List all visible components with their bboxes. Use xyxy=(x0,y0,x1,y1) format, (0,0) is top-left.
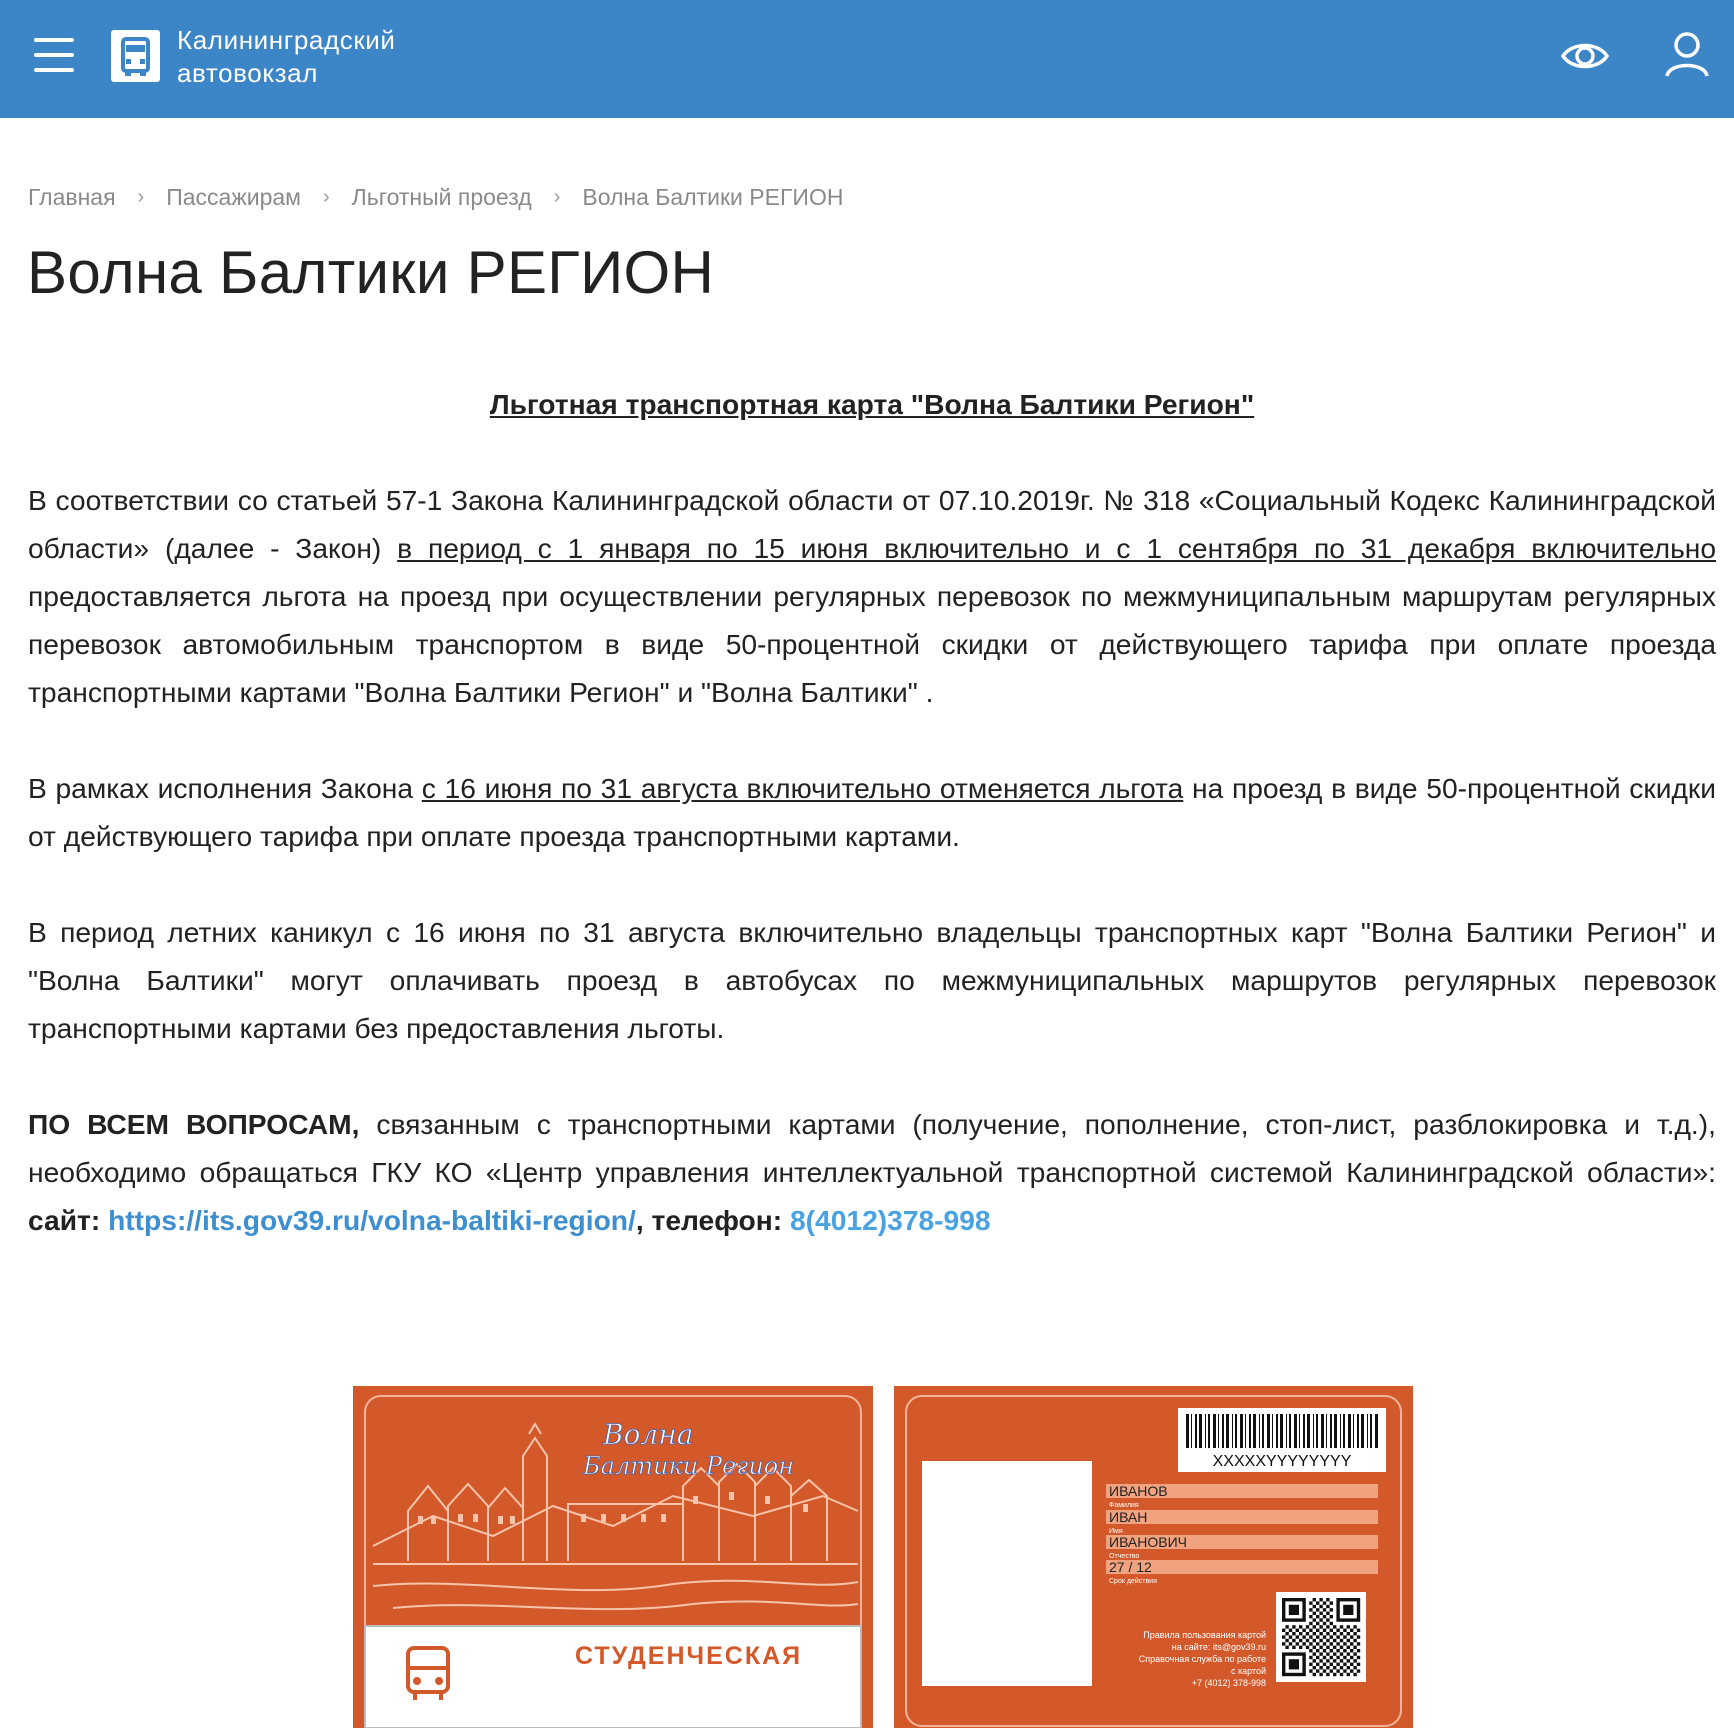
card-patronymic: ИВАНОВИЧ xyxy=(1109,1534,1188,1550)
card-patronymic-label: Отчество xyxy=(1109,1553,1140,1560)
photo-placeholder xyxy=(922,1461,1092,1686)
chevron-right-icon: › xyxy=(137,186,145,208)
paragraph-2 xyxy=(28,764,1716,860)
rules-line-4: с картой xyxy=(1230,1666,1266,1676)
breadcrumb-current: Волна Балтики РЕГИОН xyxy=(582,184,844,210)
card-back xyxy=(894,1386,1413,1728)
user-icon[interactable] xyxy=(1664,30,1710,80)
breadcrumb xyxy=(28,184,843,211)
p1-text-b: предоставляется льгота на проезд при осуществлении регулярных перевозок по межмуниципальным маршрутам регулярных перевозок автомобильным транспортом в виде 50-процентной скидки от действующего тарифа при оплате проезда транспортными картами "Волна Балтики Регион" и "Волна Балтики" . xyxy=(28,580,1716,708)
rules-line-5: +7 (4012) 378-998 xyxy=(1191,1678,1266,1688)
page-title: Волна Балтики РЕГИОН xyxy=(27,239,715,306)
barcode xyxy=(1186,1414,1378,1448)
card-surname: ИВАНОВ xyxy=(1109,1483,1168,1499)
p4-text: связанным с транспортными картами (получение, пополнение, стоп-лист, разблокировка и т.д.), необходимо обращаться ГКУ КО «Центр управления интеллектуальной транспортной системой Калининградской области»: xyxy=(28,1108,1716,1188)
card-logo-line-1: Волна xyxy=(603,1418,694,1451)
eye-icon[interactable] xyxy=(1560,34,1610,78)
article-body xyxy=(28,380,1716,1292)
brand-line-2: автовокзал xyxy=(177,58,318,88)
p2-text-a: В рамках исполнения Закона xyxy=(28,772,422,804)
phone-label: , телефон: xyxy=(635,1204,783,1236)
breadcrumb-item-discount[interactable]: Льготный проезд xyxy=(351,184,532,210)
card-name: ИВАН xyxy=(1109,1509,1148,1525)
phone-link[interactable]: 8(4012)378-998 xyxy=(789,1204,991,1236)
card-name-label: Имя xyxy=(1109,1528,1123,1535)
rules-line-2: на сайте: its@gov39.ru xyxy=(1171,1642,1266,1652)
article-subtitle: Льготная транспортная карта "Волна Балтики Регион" xyxy=(489,388,1255,420)
card-front xyxy=(353,1386,873,1728)
paragraph-3: В период летних каникул с 16 июня по 31 августа включительно владельцы транспортных карт "Волна Балтики Регион" и "Волна Балтики" могут оплачивать проезд в автобусах по межмуниципальных маршрутов регулярных перевозок транспортными картами без предоставления льготы. xyxy=(28,916,1716,1044)
site-label: сайт: xyxy=(28,1204,101,1236)
rules-line-3: Справочная служба по работе xyxy=(1138,1654,1266,1664)
p2-underlined: с 16 июня по 31 августа включительно отменяется льгота xyxy=(421,772,1184,804)
menu-icon[interactable] xyxy=(34,38,74,74)
paragraph-4 xyxy=(28,1100,1716,1244)
bus-logo-icon[interactable] xyxy=(111,30,160,82)
p4-bold: ПО ВСЕМ ВОПРОСАМ, xyxy=(28,1108,360,1140)
card-expiry-label: Срок действия xyxy=(1109,1578,1157,1585)
card-expiry: 27 / 12 xyxy=(1109,1559,1152,1575)
p1-text-a: В соответствии со статьей 57-1 Закона Калининградской области от 07.10.2019г. № 318 «Социальный Кодекс Калининградской области» (далее - Закон) xyxy=(28,484,1716,564)
top-header xyxy=(0,0,1734,118)
chevron-right-icon: › xyxy=(322,186,330,208)
paragraph-1 xyxy=(28,476,1716,716)
card-surname-label: Фамилия xyxy=(1109,1502,1139,1509)
p2-text-b: на проезд в виде 50-процентной скидки от действующего тарифа при оплате проезда транспортными картами. xyxy=(28,772,1717,852)
transport-cards-image xyxy=(353,1386,1413,1728)
rules-line-1: Правила пользования картой xyxy=(1143,1630,1266,1640)
p1-underlined: в период с 1 января по 15 июня включительно и с 1 сентября по 31 декабря включительно xyxy=(397,532,1716,564)
site-link[interactable]: https://its.gov39.ru/volna-baltiki-region/ xyxy=(108,1204,636,1236)
brand-name[interactable] xyxy=(177,24,396,90)
barcode-number: XXXXXYYYYYYYY xyxy=(1212,1453,1352,1470)
breadcrumb-item-passengers[interactable]: Пассажирам xyxy=(166,184,301,210)
brand-line-1: Калининградский xyxy=(177,25,396,55)
breadcrumb-item-home[interactable]: Главная xyxy=(28,184,116,210)
card-type-label: СТУДЕНЧЕСКАЯ xyxy=(575,1642,803,1670)
card-logo-line-2: Балтики Регион xyxy=(583,1452,795,1480)
chevron-right-icon: › xyxy=(553,186,561,208)
